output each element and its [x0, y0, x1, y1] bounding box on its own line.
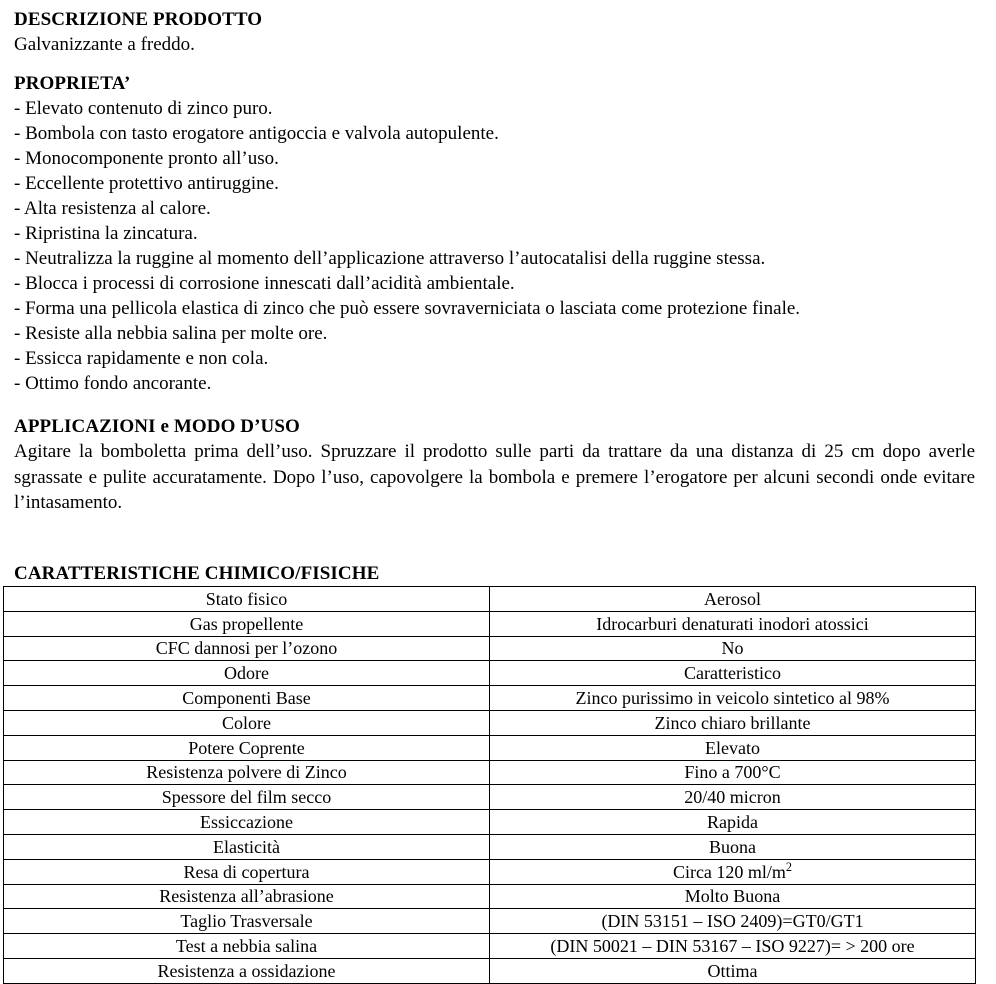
table-row — [4, 909, 976, 934]
specifications-table-body — [4, 587, 976, 984]
table-row — [4, 884, 976, 909]
table-cell-property: Essiccazione — [4, 810, 490, 835]
specifications-heading: CARATTERISTICHE CHIMICO/FISICHE — [14, 563, 380, 584]
list-item: - Blocca i processi di corrosione innescati dall’acidità ambientale. — [14, 273, 515, 294]
list-item: - Essicca rapidamente e non cola. — [14, 348, 269, 369]
list-item: - Alta resistenza al calore. — [14, 198, 211, 219]
table-cell-property: CFC dannosi per l’ozono — [4, 636, 490, 661]
table-row — [4, 810, 976, 835]
table-row — [4, 686, 976, 711]
table-cell-property: Resa di copertura — [4, 859, 490, 884]
table-cell-value: Buona — [490, 834, 976, 859]
table-cell-property: Gas propellente — [4, 611, 490, 636]
table-cell-value: Molto Buona — [490, 884, 976, 909]
table-row — [4, 735, 976, 760]
table-cell-property: Elasticità — [4, 834, 490, 859]
table-row — [4, 859, 976, 884]
list-item: - Forma una pellicola elastica di zinco che può essere sovraverniciata o lasciata come protezione finale. — [14, 298, 801, 319]
table-cell-property: Resistenza a ossidazione — [4, 958, 490, 983]
usage-text: Agitare la bomboletta prima dell’uso. Spruzzare il prodotto sulle parti da trattare da una distanza di 25 cm dopo averle sgrassate e pulite accuratamente. Dopo l’uso, capovolgere la bombola e premere l’erogatore per alcuni secondi onde evitare l’intasamento. — [14, 441, 975, 513]
properties-heading: PROPRIETA’ — [14, 73, 131, 94]
table-row — [4, 611, 976, 636]
list-item: - Ripristina la zincatura. — [14, 223, 198, 244]
table-row — [4, 958, 976, 983]
table-cell-value: Elevato — [490, 735, 976, 760]
table-cell-value: Circa 120 $ml/m^2$ — [490, 859, 976, 884]
table-cell-value: Rapida — [490, 810, 976, 835]
table-cell-value: Zinco purissimo in veicolo sintetico al 98% — [490, 686, 976, 711]
spacer — [14, 396, 975, 415]
table-cell-property: Potere Coprente — [4, 735, 490, 760]
table-cell-property: Taglio Trasversale — [4, 909, 490, 934]
list-item: - Resiste alla nebbia salina per molte ore. — [14, 323, 328, 344]
list-item: - Bombola con tasto erogatore antigoccia e valvola autopulente. — [14, 123, 499, 144]
table-row — [4, 760, 976, 785]
table-cell-value: Fino a 700°C — [490, 760, 976, 785]
table-cell-property: Resistenza polvere di Zinco — [4, 760, 490, 785]
table-cell-property: Odore — [4, 661, 490, 686]
table-cell-value: Caratteristico — [490, 661, 976, 686]
usage-heading: APPLICAZIONI e MODO D’USO — [14, 416, 300, 437]
table-row — [4, 661, 976, 686]
table-cell-value: Zinco chiaro brillante — [490, 710, 976, 735]
table-cell-property: Componenti Base — [4, 686, 490, 711]
table-cell-property: Colore — [4, 710, 490, 735]
table-row — [4, 710, 976, 735]
table-row — [4, 587, 976, 612]
list-item: - Neutralizza la ruggine al momento dell’applicazione attraverso l’autocatalisi della ruggine stessa. — [14, 248, 766, 269]
table-cell-property: Stato fisico — [4, 587, 490, 612]
table-cell-value: (DIN 53151 – ISO 2409)=GT0/GT1 — [490, 909, 976, 934]
description-text: Galvanizzante a freddo. — [14, 34, 195, 55]
specifications-table — [3, 586, 976, 984]
description-heading: DESCRIZIONE PRODOTTO — [14, 9, 263, 30]
table-row — [4, 834, 976, 859]
table-cell-property: Test a nebbia salina — [4, 934, 490, 959]
list-item: - Eccellente protettivo antiruggine. — [14, 173, 279, 194]
properties-list — [14, 96, 975, 396]
table-cell-value: Ottima — [490, 958, 976, 983]
table-cell-property: Spessore del film secco — [4, 785, 490, 810]
table-cell-value: No — [490, 636, 976, 661]
spacer — [14, 57, 975, 72]
table-cell-value: Aerosol — [490, 587, 976, 612]
list-item: - Ottimo fondo ancorante. — [14, 373, 212, 394]
table-row — [4, 785, 976, 810]
list-item: - Monocomponente pronto all’uso. — [14, 148, 279, 169]
table-cell-value: (DIN 50021 – DIN 53167 – ISO 9227)= > 200 ore — [490, 934, 976, 959]
table-row — [4, 934, 976, 959]
spacer — [14, 541, 975, 562]
list-item: - Elevato contenuto di zinco puro. — [14, 98, 273, 119]
table-cell-value: 20/40 micron — [490, 785, 976, 810]
table-cell-property: Resistenza all’abrasione — [4, 884, 490, 909]
table-cell-value: Idrocarburi denaturati inodori atossici — [490, 611, 976, 636]
table-row — [4, 636, 976, 661]
